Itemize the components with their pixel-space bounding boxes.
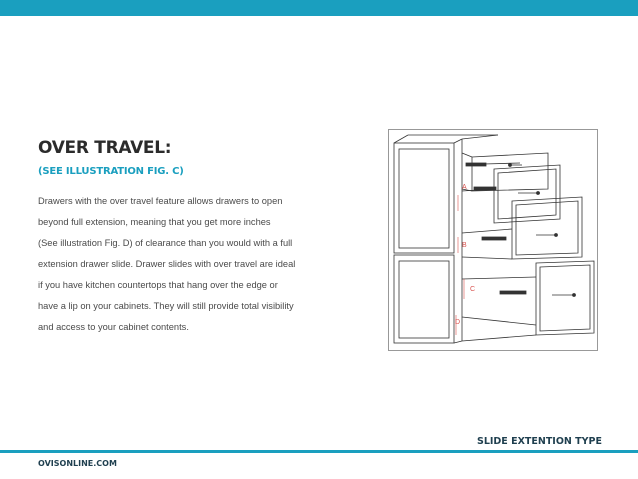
drawer-2	[462, 165, 560, 223]
label-d: D	[455, 319, 461, 326]
body-text	[38, 191, 378, 338]
drawer-slide-illustration	[388, 129, 598, 351]
label-a: A	[462, 184, 467, 191]
body-line: extension drawer slide. Drawer slides with over travel are ideal	[38, 259, 296, 269]
body-line: have a lip on your cabinets. They will still provide total visibility	[38, 301, 294, 311]
label-b: B	[462, 242, 467, 249]
label-c: C	[470, 286, 476, 293]
footer-divider	[0, 450, 638, 453]
body-line: beyond full extension, meaning that you get more inches	[38, 217, 271, 227]
cabinet-doors	[394, 139, 462, 343]
drawer-3	[462, 197, 582, 259]
slide-subheading: (SEE ILLUSTRATION FIG. C)	[38, 166, 184, 177]
top-accent-bar	[0, 0, 638, 16]
body-line: and access to your cabinet contents.	[38, 322, 189, 332]
body-line: (See illustration Fig. D) of clearance than you would with a full	[38, 238, 293, 248]
drawer-4	[462, 261, 594, 341]
drawer-1	[462, 153, 548, 191]
body-line: if you have kitchen countertops that hang over the edge or	[38, 280, 278, 290]
section-title: SLIDE EXTENTION TYPE	[476, 436, 602, 447]
website-link[interactable]: OVISONLINE.COM	[38, 459, 117, 468]
body-line: Drawers with the over travel feature allows drawers to open	[38, 196, 283, 206]
slide-heading: OVER TRAVEL:	[38, 138, 172, 158]
